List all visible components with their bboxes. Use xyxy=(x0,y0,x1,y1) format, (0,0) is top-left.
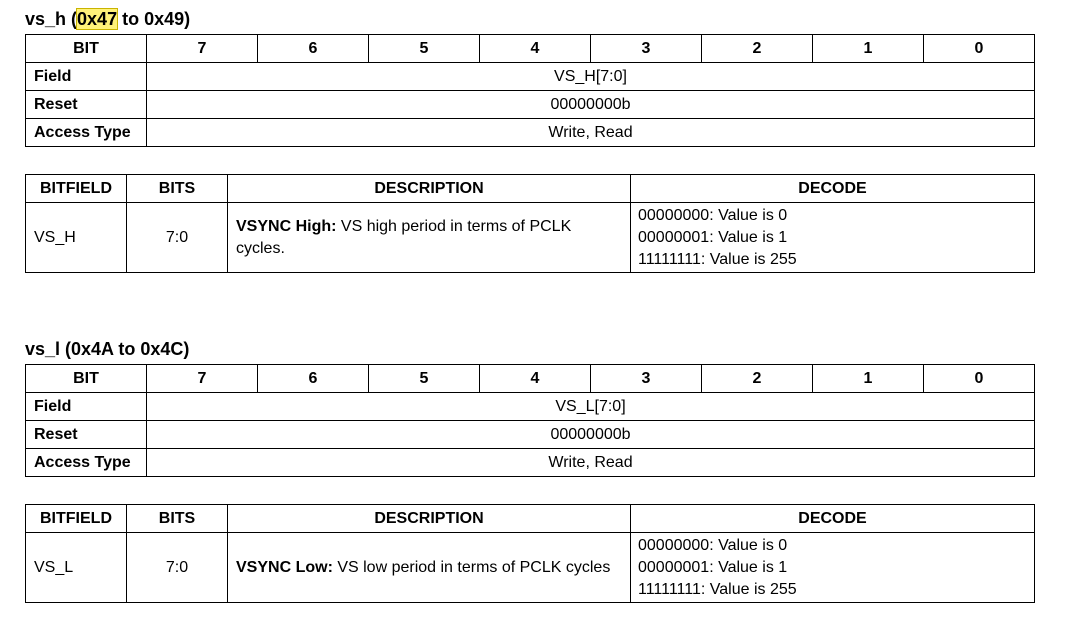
access-label: Access Type xyxy=(26,449,147,477)
bitfield-description xyxy=(228,203,631,273)
bit-number: 7 xyxy=(147,35,258,63)
description-header: DESCRIPTION xyxy=(228,505,631,533)
access-row xyxy=(26,119,1035,147)
bits-header: BITS xyxy=(127,175,228,203)
bitfield-header: BITFIELD xyxy=(26,175,127,203)
bitfield-header-row xyxy=(26,505,1035,533)
bit-table xyxy=(25,364,1035,477)
field-row xyxy=(26,393,1035,421)
reset-label: Reset xyxy=(26,421,147,449)
bit-number: 0 xyxy=(924,35,1035,63)
field-row xyxy=(26,63,1035,91)
access-value: Write, Read xyxy=(147,119,1035,147)
description-header: DESCRIPTION xyxy=(228,175,631,203)
register-title xyxy=(25,338,189,360)
register-title-prefix: vs_l (0x4A to 0x4C) xyxy=(25,339,190,359)
reset-label: Reset xyxy=(26,91,147,119)
decode-line: 00000000: Value is 0 xyxy=(638,206,788,224)
field-label: Field xyxy=(26,63,147,91)
bit-number: 3 xyxy=(591,365,702,393)
reset-row xyxy=(26,91,1035,119)
bitfield-row xyxy=(26,203,1035,273)
bit-number: 1 xyxy=(813,35,924,63)
access-value: Write, Read xyxy=(147,449,1035,477)
reset-value: 00000000b xyxy=(147,421,1035,449)
decode-line: 00000000: Value is 0 xyxy=(638,536,788,554)
bit-header-label: BIT xyxy=(26,365,147,393)
reset-row xyxy=(26,421,1035,449)
bit-number: 5 xyxy=(369,365,480,393)
register-title xyxy=(25,8,190,30)
bit-number: 2 xyxy=(702,35,813,63)
bitfield-table xyxy=(25,174,1035,273)
register-section-vs-h xyxy=(25,8,1034,278)
bitfield-decode xyxy=(631,203,1035,273)
register-section-vs-l xyxy=(25,338,1034,608)
bit-number: 3 xyxy=(591,35,702,63)
decode-header: DECODE xyxy=(631,175,1035,203)
bitfield-header-row xyxy=(26,175,1035,203)
bit-header-label: BIT xyxy=(26,35,147,63)
bit-number: 6 xyxy=(258,35,369,63)
bit-number: 4 xyxy=(480,35,591,63)
bitfield-table xyxy=(25,504,1035,603)
bitfield-decode xyxy=(631,533,1035,603)
bitfield-name: VS_H xyxy=(26,203,127,273)
field-value: VS_H[7:0] xyxy=(147,63,1035,91)
decode-header: DECODE xyxy=(631,505,1035,533)
bitfield-description xyxy=(228,533,631,603)
bitfield-row xyxy=(26,533,1035,603)
decode-line: 00000001: Value is 1 xyxy=(638,228,788,246)
description-term: VSYNC High: xyxy=(236,217,337,235)
bit-header-row xyxy=(26,35,1035,63)
bitfield-bits: 7:0 xyxy=(127,203,228,273)
access-label: Access Type xyxy=(26,119,147,147)
bit-header-row xyxy=(26,365,1035,393)
bit-number: 6 xyxy=(258,365,369,393)
bit-number: 0 xyxy=(924,365,1035,393)
field-label: Field xyxy=(26,393,147,421)
bitfield-header: BITFIELD xyxy=(26,505,127,533)
decode-line: 11111111: Value is 255 xyxy=(638,250,797,268)
register-title-suffix: to 0x49) xyxy=(117,9,191,29)
decode-line: 11111111: Value is 255 xyxy=(638,580,797,598)
bits-header: BITS xyxy=(127,505,228,533)
description-term: VSYNC Low: xyxy=(236,558,333,576)
description-text: VS low period in terms of PCLK cycles xyxy=(332,558,611,576)
search-highlight: 0x47 xyxy=(77,9,118,29)
register-title-prefix: vs_h ( xyxy=(25,9,78,29)
reset-value: 00000000b xyxy=(147,91,1035,119)
bit-number: 5 xyxy=(369,35,480,63)
field-value: VS_L[7:0] xyxy=(147,393,1035,421)
bitfield-name: VS_L xyxy=(26,533,127,603)
bitfield-bits: 7:0 xyxy=(127,533,228,603)
description-text: VS high period in terms of PCLK cycles. xyxy=(236,217,572,257)
bit-number: 2 xyxy=(702,365,813,393)
bit-number: 4 xyxy=(480,365,591,393)
bit-number: 1 xyxy=(813,365,924,393)
access-row xyxy=(26,449,1035,477)
decode-line: 00000001: Value is 1 xyxy=(638,558,788,576)
bit-number: 7 xyxy=(147,365,258,393)
bit-table xyxy=(25,34,1035,147)
